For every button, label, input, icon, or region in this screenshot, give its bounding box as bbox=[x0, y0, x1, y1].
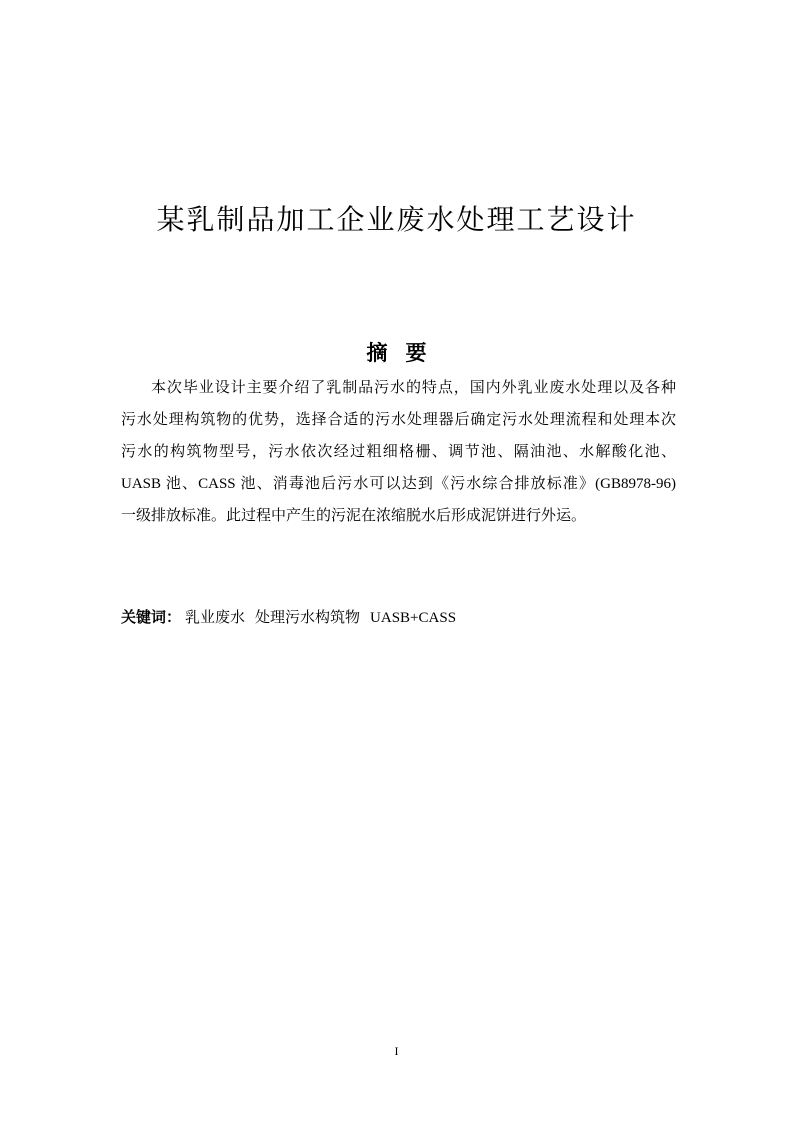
keywords-section bbox=[121, 603, 456, 632]
abstract-line: UASB 池、CASS 池、消毒池后污水可以达到《污水综合排放标准》(GB8978-96) bbox=[121, 476, 676, 492]
keyword: 乳业废水 bbox=[185, 610, 246, 626]
keyword: UASB+CASS bbox=[370, 610, 457, 626]
document-title: 某乳制品加工企业废水处理工艺设计 bbox=[156, 203, 637, 236]
abstract-line: 污水处理构筑物的优势，选择合适的污水处理器后确定污水处理流程和处理本次 bbox=[121, 412, 676, 428]
abstract-heading: 摘要 bbox=[366, 341, 445, 365]
abstract-line: 污水的构筑物型号，污水依次经过粗细格栅、调节池、隔油池、水解酸化池、 bbox=[121, 444, 676, 460]
abstract-line: 本次毕业设计主要介绍了乳制品污水的特点，国内外乳业废水处理以及各种 bbox=[151, 380, 676, 396]
abstract-body bbox=[121, 372, 676, 532]
abstract-line: 一级排放标准。此过程中产生的污泥在浓缩脱水后形成泥饼进行外运。 bbox=[121, 508, 587, 524]
page-number: I bbox=[394, 1044, 399, 1058]
keywords-label: 关键词： bbox=[121, 608, 182, 626]
keyword: 处理污水构筑物 bbox=[255, 610, 361, 626]
